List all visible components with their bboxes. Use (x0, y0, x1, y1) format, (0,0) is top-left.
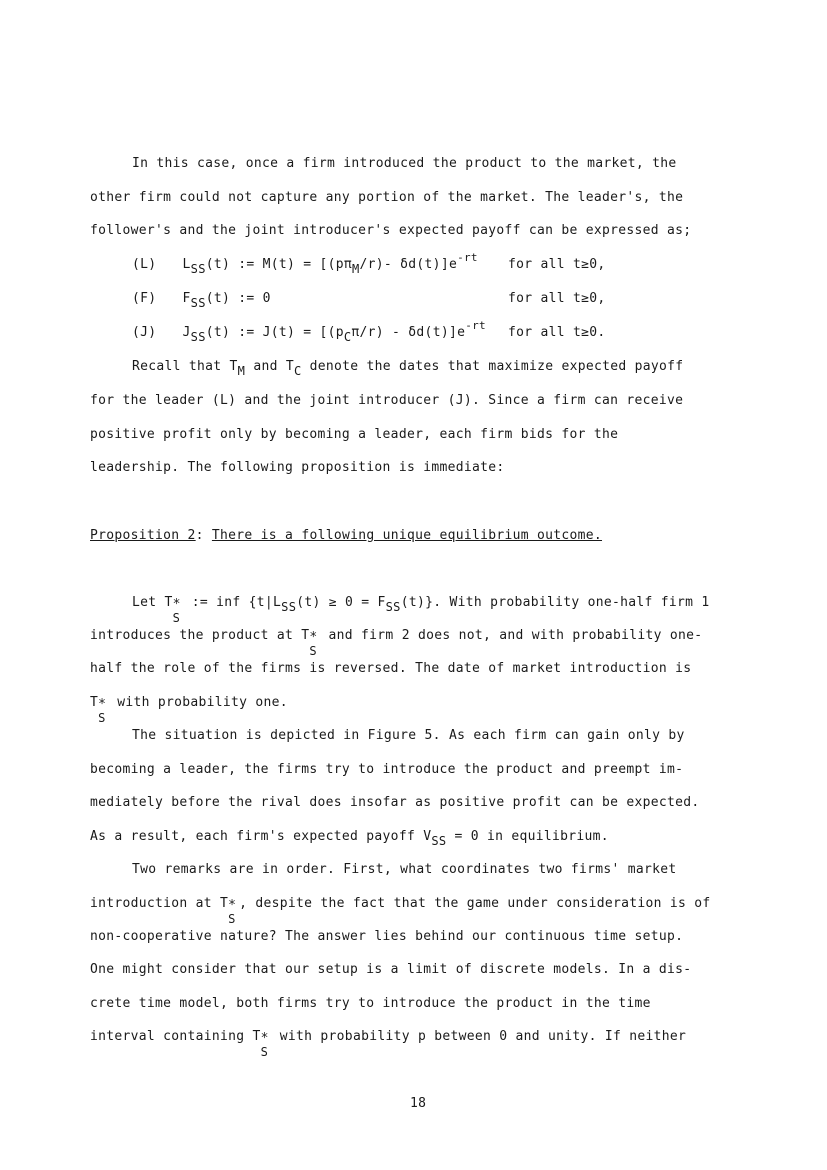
text: and T (245, 359, 294, 374)
subscript: S (260, 1045, 269, 1059)
eq-body: (t) := M(t) = [(pπ (205, 257, 353, 272)
proposition-heading (90, 528, 602, 543)
eq-lhs: J (182, 325, 191, 340)
equation-follower (132, 291, 612, 310)
text: (t)}. With probability one-half firm 1 (400, 595, 710, 610)
subscript: M (237, 364, 246, 378)
eq-body: (t) := 0 (205, 291, 271, 306)
eq-label: (F) (132, 291, 157, 306)
para4-line3: mediately before the rival does insofar as positive profit can be expected. (90, 795, 700, 810)
eq-body-sub: M (352, 262, 360, 276)
text: interval containing T (90, 1029, 261, 1044)
superscript-star: * (309, 630, 318, 645)
subscript: SS (385, 600, 401, 614)
para3-line2 (90, 628, 703, 658)
text: introduces the product at T (90, 628, 310, 643)
para5-line2 (90, 896, 711, 926)
text: introduction at T (90, 896, 229, 911)
proposition-separator: : (195, 528, 212, 543)
eq-exponent: -rt (465, 319, 486, 332)
para4-line1: The situation is depicted in Figure 5. As each firm can gain only by (132, 728, 685, 743)
text: with probability one. (109, 695, 288, 710)
eq-lhs: F (182, 291, 191, 306)
eq-exponent: -rt (457, 251, 478, 264)
text: and firm 2 does not, and with probability one- (320, 628, 703, 643)
eq-body: (t) := J(t) = [(p (205, 325, 344, 340)
para1-line2: other firm could not capture any portion of the market. The leader's, the (90, 190, 684, 205)
superscript-star: * (172, 597, 181, 612)
para2-line2: for the leader (L) and the joint introducer (J). Since a firm can receive (90, 393, 684, 408)
equation-leader (132, 251, 612, 276)
subscript: C (293, 364, 302, 378)
text: As a result, each firm's expected payoff V (90, 829, 432, 844)
eq-lhs: L (182, 257, 191, 272)
para5-line3: non-cooperative nature? The answer lies behind our continuous time setup. (90, 929, 684, 944)
page-number: 18 (410, 1096, 427, 1111)
para3-line4 (90, 695, 288, 725)
text: := inf {t|L (183, 595, 282, 610)
para3-line3: half the role of the firms is reversed. The date of market introduction is (90, 661, 692, 676)
subscript: S (172, 611, 181, 625)
para2-line4: leadership. The following proposition is immediate: (90, 460, 505, 475)
para5-line1: Two remarks are in order. First, what coordinates two firms' market (132, 862, 677, 877)
eq-lhs-sub: SS (190, 330, 206, 344)
eq-body-rest: π/r) - δd(t)]e (351, 325, 466, 340)
eq-label: (L) (132, 257, 157, 272)
superscript-star: * (260, 1031, 269, 1046)
text: Let T (132, 595, 173, 610)
eq-lhs-sub: SS (190, 296, 206, 310)
eq-condition: for all t≥0, (508, 291, 606, 306)
subscript: S (309, 644, 317, 658)
superscript-star: * (228, 898, 237, 913)
text: , despite the fact that the game under consideration is of (239, 896, 711, 911)
eq-condition: for all t≥0. (508, 325, 606, 340)
subscript: SS (281, 600, 297, 614)
para3-line1 (132, 595, 710, 625)
para4-line2: becoming a leader, the firms try to introduce the product and preempt im- (90, 762, 684, 777)
eq-condition: for all t≥0, (508, 257, 606, 272)
text: = 0 in equilibrium. (446, 829, 609, 844)
para5-line6 (90, 1029, 687, 1059)
text: with probability p between 0 and unity. If neither (271, 1029, 687, 1044)
para1-line1: In this case, once a firm introduced the product to the market, the (132, 156, 677, 171)
eq-body-rest: /r)- δd(t)]e (359, 257, 458, 272)
superscript-star: * (98, 697, 107, 712)
para5-line5: crete time model, both firms try to introduce the product in the time (90, 996, 651, 1011)
text: Recall that T (132, 359, 238, 374)
para2-line3: positive profit only by becoming a leader, each firm bids for the (90, 427, 619, 442)
subscript: SS (431, 834, 447, 848)
subscript: S (98, 711, 106, 725)
proposition-label: Proposition 2 (90, 528, 196, 543)
para2-line1 (132, 359, 684, 378)
eq-body-sub: C (343, 330, 352, 344)
para5-line4: One might consider that our setup is a limit of discrete models. In a dis- (90, 962, 692, 977)
text: T (90, 695, 99, 710)
para1-line3: follower's and the joint introducer's expected payoff can be expressed as; (90, 223, 692, 238)
text: (t) ≥ 0 = F (296, 595, 386, 610)
equation-joint (132, 319, 612, 344)
subscript: S (228, 912, 236, 926)
proposition-statement: There is a following unique equilibrium outcome. (211, 528, 603, 543)
para4-line4 (90, 829, 609, 848)
text: denote the dates that maximize expected payoff (301, 359, 684, 374)
eq-label: (J) (132, 325, 157, 340)
eq-lhs-sub: SS (190, 262, 206, 276)
